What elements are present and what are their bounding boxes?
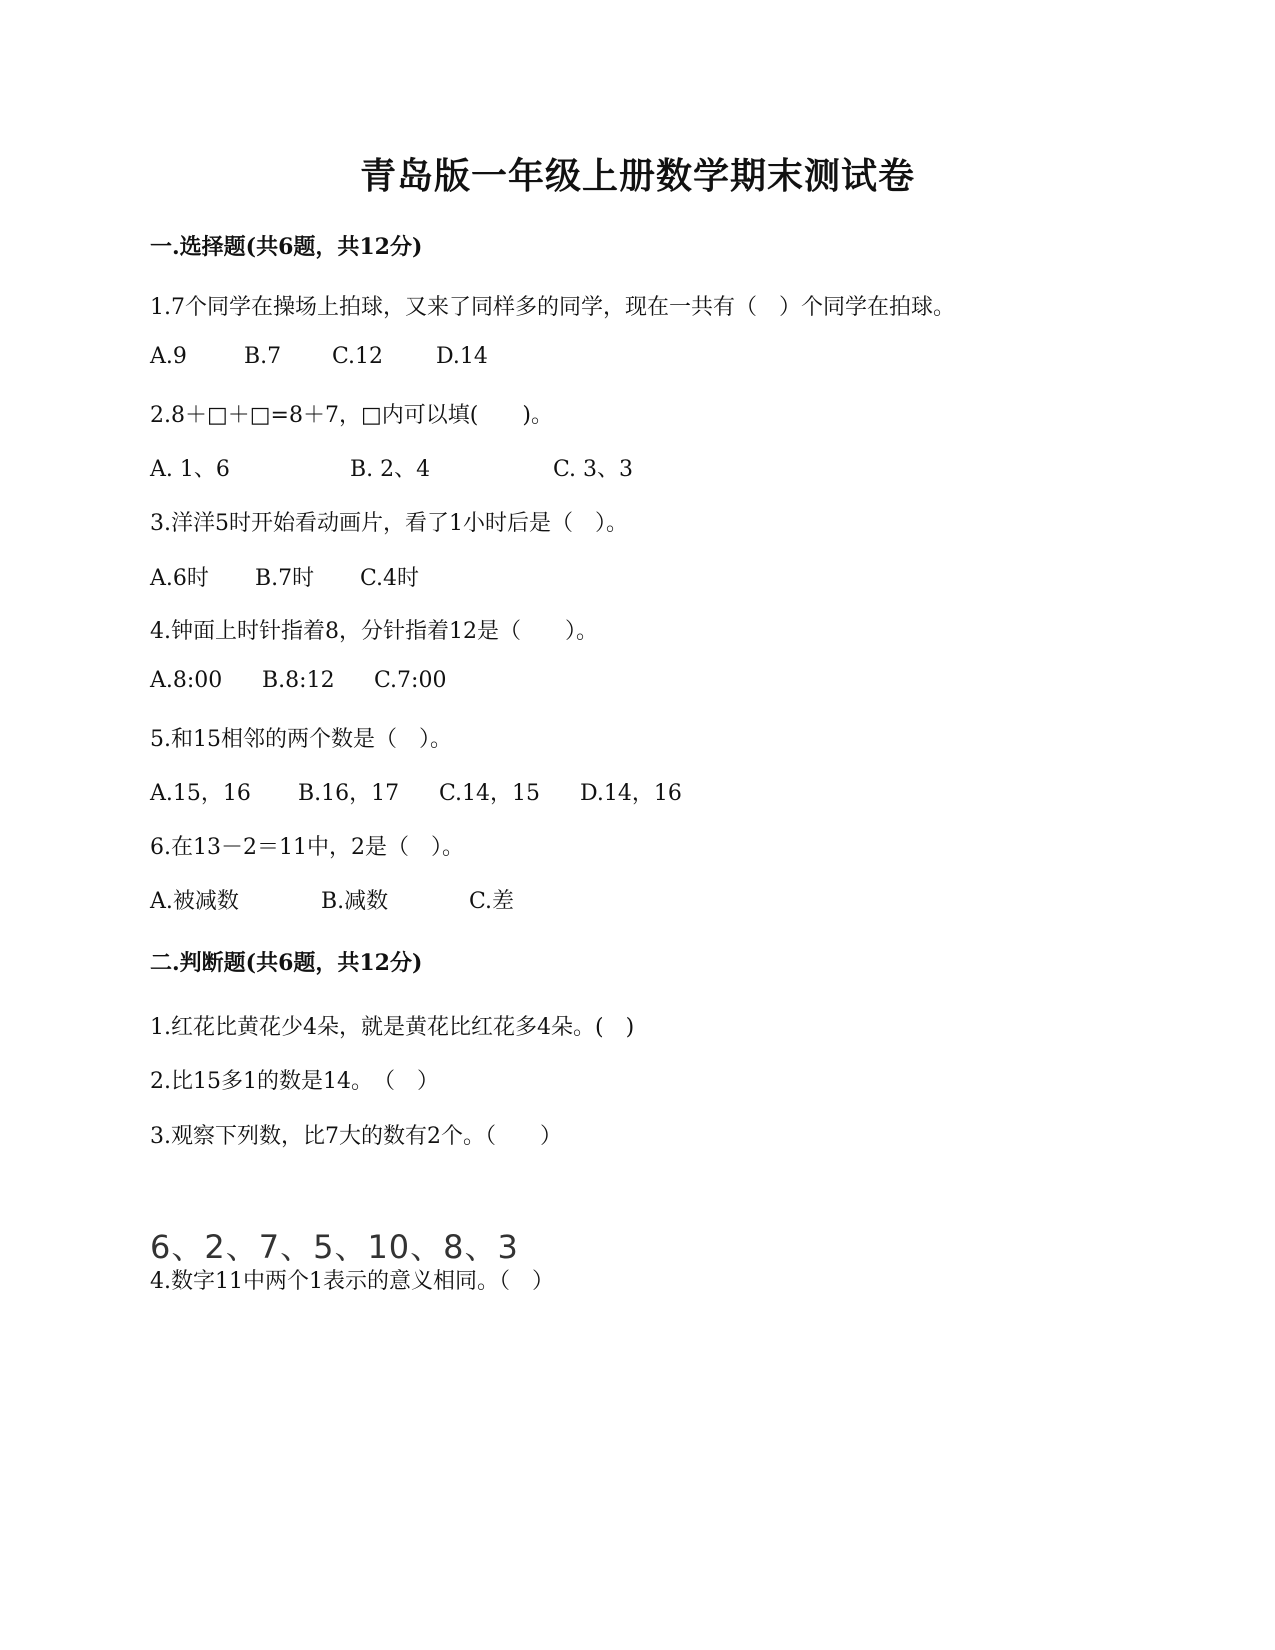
question-options (150, 668, 446, 693)
option-b: B.7 (244, 344, 282, 369)
option-c: C. 3、3 (553, 457, 634, 482)
question-text: 2.8＋□＋□=8＋7，□内可以填( )。 (150, 403, 553, 428)
section-heading-judgement: 二.判断题(共6题，共12分) (150, 950, 423, 976)
question-options (150, 452, 633, 483)
option-c: C.差 (469, 889, 515, 914)
option-c: C.14，15 (439, 781, 541, 806)
question-text: 5.和15相邻的两个数是（ ）。 (150, 727, 452, 752)
question-options (150, 884, 514, 915)
option-a: A. 1、6 (150, 457, 230, 482)
question-text: 1.7个同学在操场上拍球，又来了同样多的同学，现在一共有（ ）个同学在拍球。 (150, 295, 955, 320)
option-d: D.14 (436, 344, 488, 369)
option-b: B.减数 (321, 889, 389, 914)
option-a: A.6时 (150, 566, 209, 591)
option-c: C.7:00 (374, 668, 447, 693)
option-c: C.12 (332, 344, 384, 369)
question-options (150, 776, 682, 807)
question-options (150, 344, 488, 369)
question-text: 1.红花比黄花少4朵，就是黄花比红花多4朵。( ) (150, 1015, 635, 1040)
option-b: B.8:12 (262, 668, 335, 693)
number-sequence-image: 6、2、7、5、10、8、3 (150, 1228, 519, 1266)
question-text: 2.比15多1的数是14。 （ ） (150, 1069, 439, 1094)
section-heading-choice: 一.选择题(共6题，共12分) (150, 234, 423, 260)
page-title: 青岛版一年级上册数学期末测试卷 (359, 155, 915, 197)
option-b: B. 2、4 (350, 457, 431, 482)
question-text: 4.数字11中两个1表示的意义相同。（ ） (150, 1269, 554, 1294)
option-a: A.被减数 (150, 889, 239, 914)
option-d: D.14，16 (580, 781, 682, 806)
option-b: B.16，17 (298, 781, 400, 806)
question-text: 4.钟面上时针指着8，分针指着12是（ ）。 (150, 619, 598, 644)
question-text: 3.洋洋5时开始看动画片，看了1小时后是（ ）。 (150, 511, 628, 536)
option-c: C.4时 (360, 566, 420, 591)
option-b: B.7时 (255, 566, 315, 591)
question-options (150, 561, 419, 592)
question-text: 3.观察下列数，比7大的数有2个。（ ） (150, 1124, 562, 1149)
option-a: A.9 (150, 344, 187, 369)
option-a: A.15，16 (150, 781, 251, 806)
question-text: 6.在13－2＝11中，2是（ ）。 (150, 835, 464, 860)
option-a: A.8:00 (150, 668, 223, 693)
